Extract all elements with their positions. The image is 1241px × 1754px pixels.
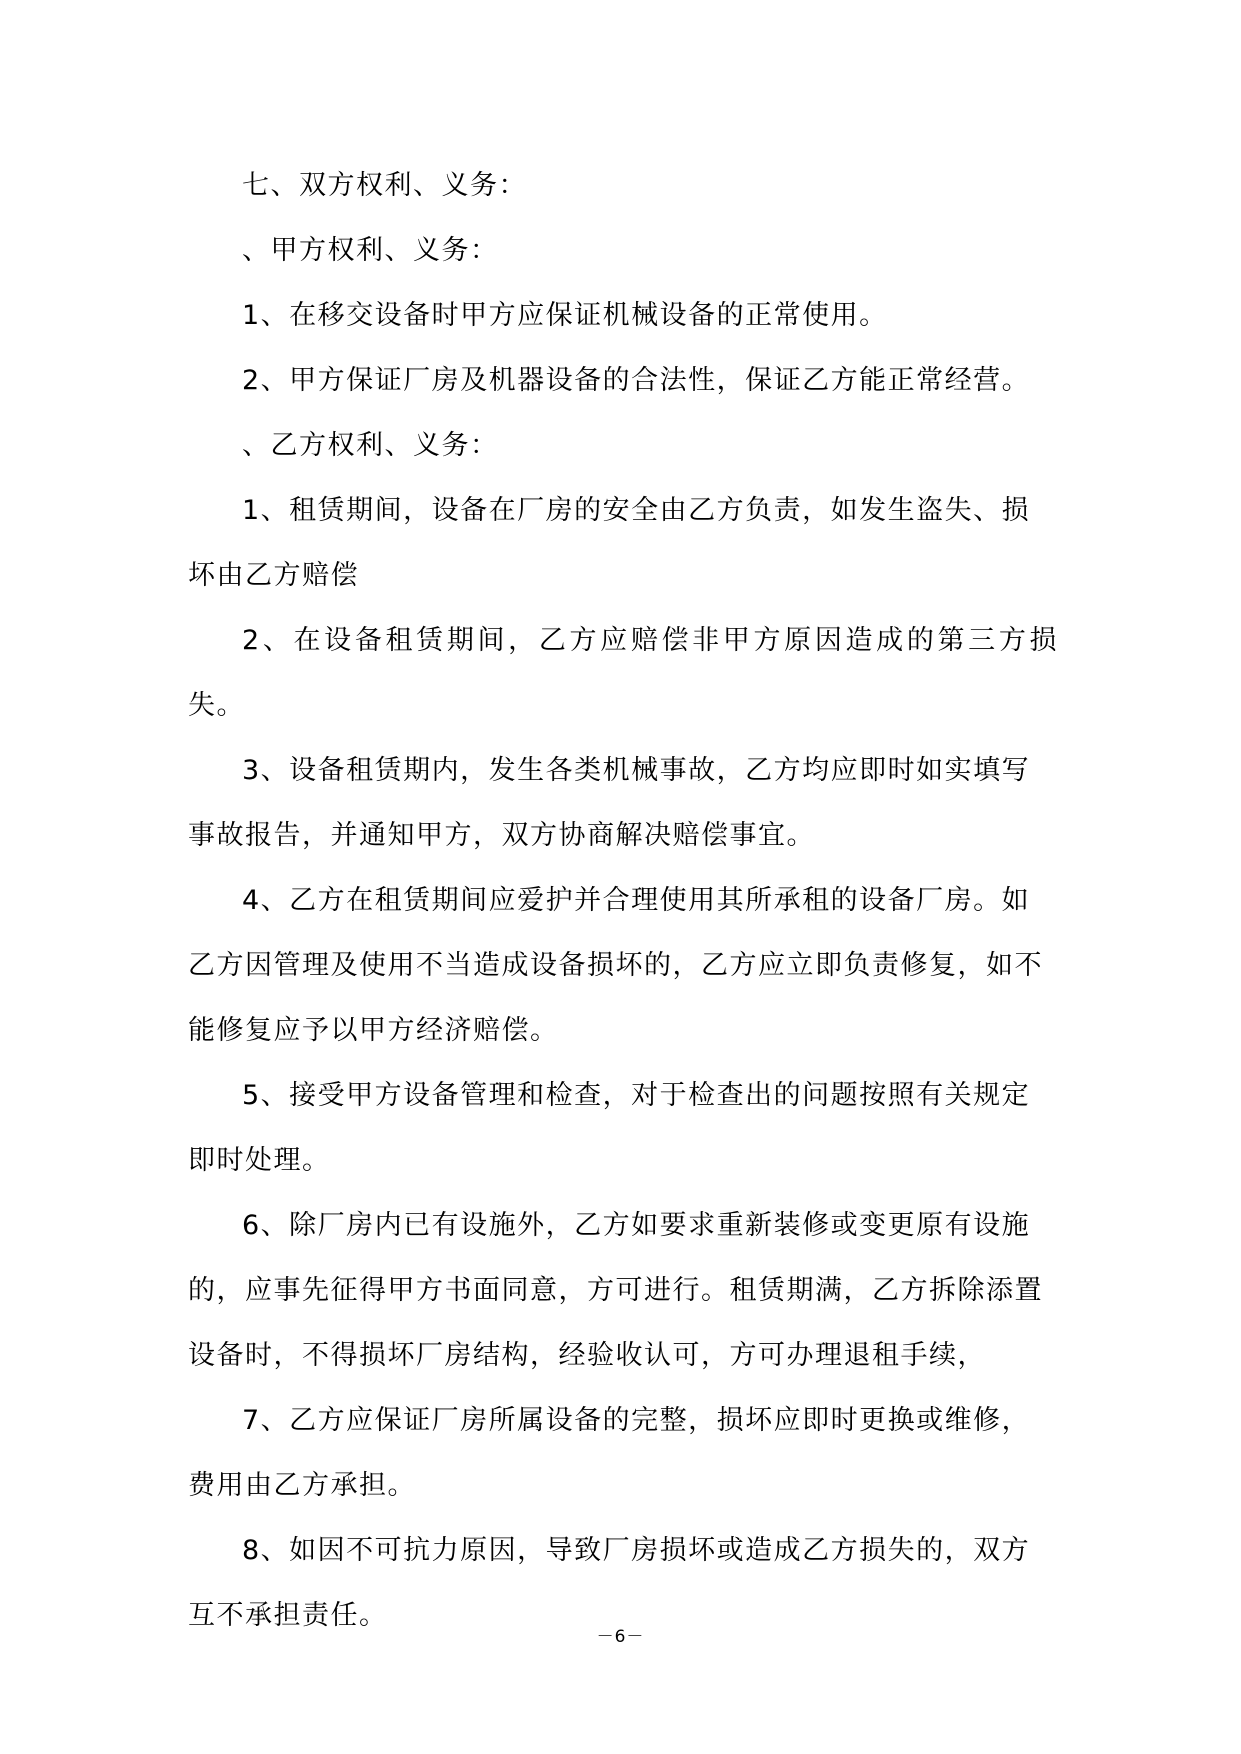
text-line: 、甲方权利、义务： bbox=[242, 235, 499, 266]
text-line: 、乙方权利、义务： bbox=[242, 430, 499, 461]
page-number: －6－ bbox=[596, 1627, 645, 1647]
text-line: 能修复应予以甲方经济赔偿。 bbox=[188, 1015, 559, 1046]
clause-b-5 bbox=[188, 1063, 1058, 1193]
clause-b-6 bbox=[188, 1193, 1058, 1388]
clause-b-4 bbox=[188, 868, 1058, 1063]
text-line: 七、双方权利、义务： bbox=[242, 170, 527, 201]
clause-b-3 bbox=[188, 738, 1058, 868]
text-line: 即时处理。 bbox=[188, 1145, 331, 1176]
text-line: 费用由乙方承担。 bbox=[188, 1470, 416, 1501]
text-line: 乙方因管理及使用不当造成设备损坏的，乙方应立即负责修复，如不 bbox=[188, 950, 1043, 981]
text-line: 坏由乙方赔偿 bbox=[188, 560, 359, 591]
subheading-party-b bbox=[188, 413, 1058, 478]
text-line: 互不承担责任。 bbox=[188, 1600, 388, 1631]
section-heading-rights-obligations bbox=[188, 153, 1058, 218]
clause-a-2 bbox=[188, 348, 1058, 413]
text-line: 2、甲方保证厂房及机器设备的合法性，保证乙方能正常经营。 bbox=[242, 365, 1031, 396]
text-line: 1、在移交设备时甲方应保证机械设备的正常使用。 bbox=[242, 300, 888, 331]
subheading-party-a bbox=[188, 218, 1058, 283]
clause-b-2 bbox=[188, 608, 1058, 738]
clause-b-1 bbox=[188, 478, 1058, 608]
clause-b-7 bbox=[188, 1388, 1058, 1518]
text-line: 5、接受甲方设备管理和检查，对于检查出的问题按照有关规定 bbox=[242, 1080, 1031, 1111]
text-line: 1、租赁期间，设备在厂房的安全由乙方负责，如发生盗失、损 bbox=[242, 495, 1031, 526]
text-line: 2、在设备租赁期间，乙方应赔偿非甲方原因造成的第三方损失。 bbox=[188, 625, 1058, 721]
text-line: 3、设备租赁期内，发生各类机械事故，乙方均应即时如实填写 bbox=[242, 755, 1031, 786]
text-line: 事故报告，并通知甲方，双方协商解决赔偿事宜。 bbox=[188, 820, 815, 851]
text-line: 6、除厂房内已有设施外，乙方如要求重新装修或变更原有设施 bbox=[242, 1210, 1031, 1241]
document-body bbox=[188, 153, 1058, 1648]
text-line: 7、乙方应保证厂房所属设备的完整，损坏应即时更换或维修， bbox=[242, 1405, 1031, 1436]
text-line: 8、如因不可抗力原因，导致厂房损坏或造成乙方损失的，双方 bbox=[242, 1535, 1031, 1566]
text-line: 的，应事先征得甲方书面同意，方可进行。租赁期满，乙方拆除添置 bbox=[188, 1275, 1043, 1306]
clause-a-1 bbox=[188, 283, 1058, 348]
text-line: 设备时，不得损坏厂房结构，经验收认可，方可办理退租手续， bbox=[188, 1340, 986, 1371]
text-line: 4、乙方在租赁期间应爱护并合理使用其所承租的设备厂房。如 bbox=[242, 885, 1031, 916]
